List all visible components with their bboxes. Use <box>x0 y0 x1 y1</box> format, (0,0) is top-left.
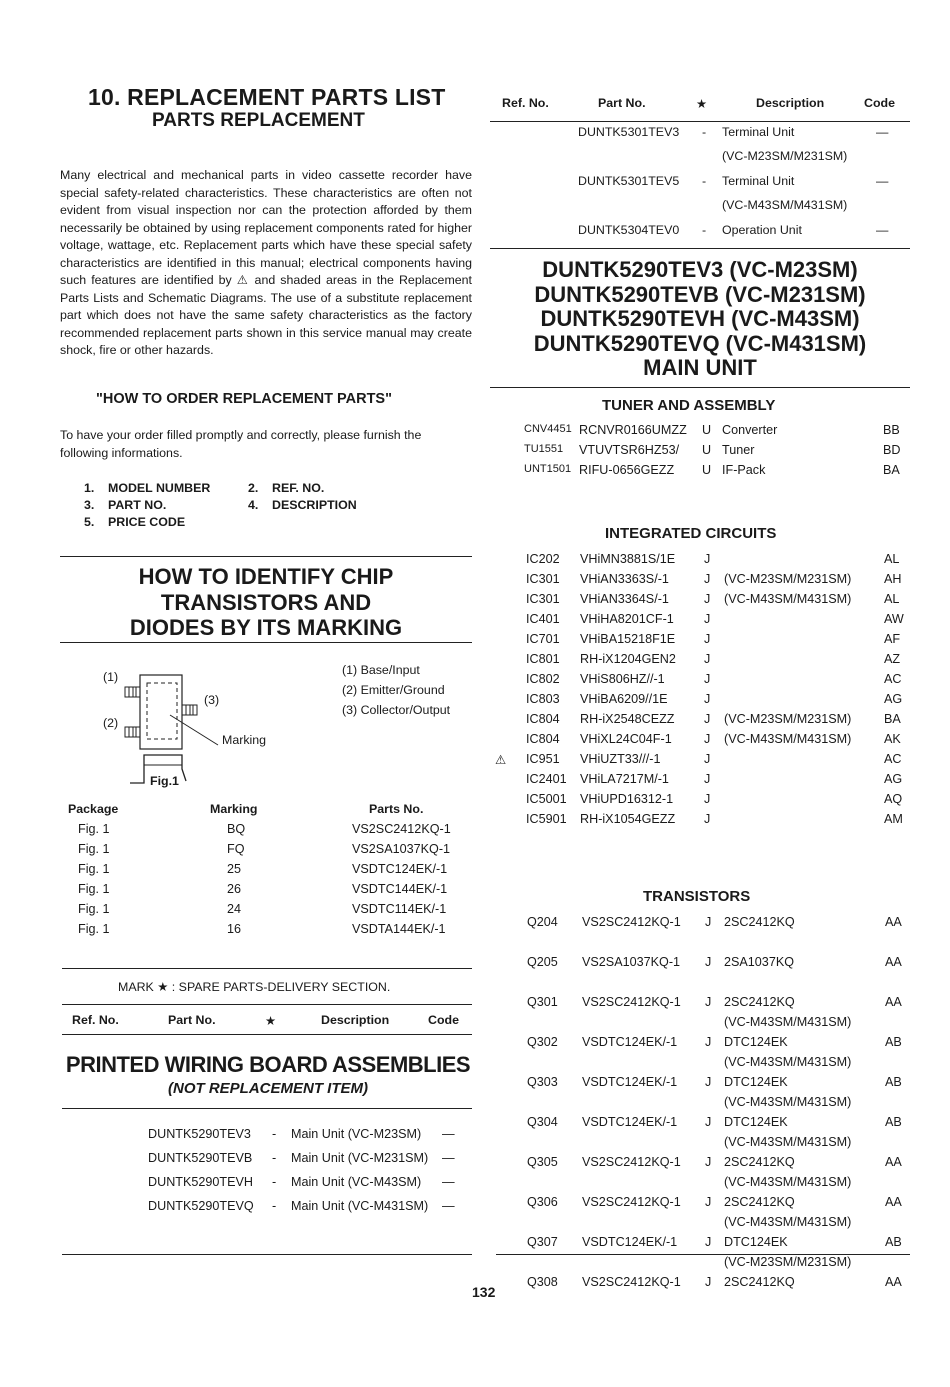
description: (VC-M43SM/M431SM) <box>724 732 852 746</box>
ic-heading: INTEGRATED CIRCUITS <box>605 525 777 542</box>
part-number: VSDTC124EK/-1 <box>582 1115 678 1129</box>
mark: J <box>704 752 711 766</box>
dash: - <box>702 223 707 237</box>
part-number: VHiUZT33///-1 <box>580 752 661 766</box>
marking-cell: 25 <box>227 862 242 876</box>
package-cell: Fig. 1 <box>78 922 110 936</box>
part-number: VHiBA15218F1E <box>580 632 676 646</box>
ref-no: IC202 <box>526 552 560 566</box>
package-cell: Fig. 1 <box>78 842 110 856</box>
price-code: AL <box>884 592 900 606</box>
transistor-heading: TRANSISTORS <box>643 888 751 905</box>
price-code: — <box>876 223 889 237</box>
price-code: AW <box>884 612 904 626</box>
ref-no: IC2401 <box>526 772 567 786</box>
description-models: (VC-M23SM/M231SM) <box>722 149 848 163</box>
price-code: BB <box>883 423 900 437</box>
ref-no: Q302 <box>527 1035 558 1049</box>
description-models: (VC-M43SM/M431SM) <box>722 198 848 212</box>
divider <box>62 1004 472 1005</box>
price-code: AA <box>885 1155 902 1169</box>
package-cell: Fig. 1 <box>78 862 110 876</box>
dash: - <box>272 1151 277 1165</box>
pin-legend: (2) Emitter/Ground <box>342 683 445 697</box>
price-code: AG <box>884 692 903 706</box>
column-header-part: Part No. <box>168 1013 216 1027</box>
ref-no: IC5901 <box>526 812 567 826</box>
price-code: AB <box>885 1235 902 1249</box>
divider <box>490 121 910 122</box>
mark: J <box>705 1235 712 1249</box>
part-number: VHiMN3881S/1E <box>580 552 676 566</box>
price-code: AH <box>884 572 902 586</box>
ref-no: TU1551 <box>524 443 564 455</box>
section-subtitle: PARTS REPLACEMENT <box>152 110 365 131</box>
description: (VC-M23SM/M231SM) <box>724 712 852 726</box>
column-header-package: Package <box>68 802 119 816</box>
chip-identify-title: HOW TO IDENTIFY CHIP TRANSISTORS AND DIODES BY ITS MARKING <box>129 564 403 640</box>
part-number: VHiLA7217M/-1 <box>580 772 669 786</box>
ref-no: Q301 <box>527 995 558 1009</box>
part-number: DUNTK5304TEV0 <box>578 223 680 237</box>
ref-no: IC401 <box>526 612 560 626</box>
parts-no-cell: VS2SA1037KQ-1 <box>352 842 451 856</box>
dash: - <box>702 174 707 188</box>
part-number: DUNTK5290TEV3 <box>148 1127 251 1141</box>
marking-label: Marking <box>222 733 267 747</box>
figure-caption: Fig.1 <box>150 774 179 788</box>
price-code: BD <box>883 443 901 457</box>
description: Terminal Unit <box>722 174 795 188</box>
divider <box>62 968 472 969</box>
description-models: (VC-M43SM/M431SM) <box>724 1055 852 1069</box>
ref-no: IC301 <box>526 592 560 606</box>
price-code: — <box>442 1151 455 1165</box>
description: (VC-M23SM/M231SM) <box>724 572 852 586</box>
order-item: 4. DESCRIPTION <box>248 498 357 512</box>
mark: J <box>704 612 711 626</box>
mark: J <box>705 1035 712 1049</box>
pwb-subtitle: (NOT REPLACEMENT ITEM) <box>168 1080 368 1097</box>
parts-no-cell: VSDTC114EK/-1 <box>352 902 447 916</box>
price-code: AB <box>885 1035 902 1049</box>
price-code: AZ <box>884 652 901 666</box>
mark: J <box>704 732 711 746</box>
part-number: VHiXL24C04F-1 <box>580 732 672 746</box>
price-code: AA <box>885 915 902 929</box>
tuner-heading: TUNER AND ASSEMBLY <box>602 397 776 414</box>
part-number: VSDTC124EK/-1 <box>582 1235 678 1249</box>
divider <box>60 556 472 557</box>
divider <box>490 387 910 388</box>
section-title: 10. REPLACEMENT PARTS LIST <box>88 84 446 110</box>
part-number: VSDTC124EK/-1 <box>582 1075 678 1089</box>
part-number: RH-iX2548CEZZ <box>580 712 675 726</box>
description: Main Unit (VC-M23SM) <box>291 1127 422 1141</box>
mark: J <box>705 1075 712 1089</box>
dash: - <box>272 1127 277 1141</box>
part-number: VS2SC2412KQ-1 <box>582 1195 681 1209</box>
part-number: VHiAN3364S/-1 <box>580 592 669 606</box>
part-number: RCNVR0166UMZZ <box>579 423 687 437</box>
part-number: VS2SA1037KQ-1 <box>582 955 681 969</box>
description: 2SC2412KQ <box>724 1275 795 1289</box>
column-header-description: Description <box>321 1013 390 1027</box>
ref-no: IC802 <box>526 672 560 686</box>
price-code: AM <box>884 812 903 826</box>
mark: J <box>705 1195 712 1209</box>
ref-no: Q305 <box>527 1155 558 1169</box>
description-models: (VC-M43SM/M431SM) <box>724 1015 852 1029</box>
ref-no: IC5001 <box>526 792 567 806</box>
part-number: DUNTK5290TEVQ <box>148 1199 254 1213</box>
mark: J <box>704 672 711 686</box>
divider <box>496 1254 910 1255</box>
page-number: 132 <box>472 1284 496 1300</box>
mark: J <box>705 1275 712 1289</box>
ref-no: IC801 <box>526 652 560 666</box>
divider <box>490 248 910 249</box>
description: 2SC2412KQ <box>724 1195 795 1209</box>
description: Main Unit (VC-M231SM) <box>291 1151 429 1165</box>
mark: J <box>704 552 711 566</box>
parts-no-cell: VSDTC144EK/-1 <box>352 882 448 896</box>
price-code: BA <box>883 463 900 477</box>
intro-paragraph: Many electrical and mechanical parts in video cassette recorder have special safety-related characteristics. These characteristics are often not evident from visual inspection nor can the protection afforded by them necessarily be obtained by using replacement components rated for higher voltage, wattage, etc. Replacement parts which have these special safety characteristics are identified in this manual; electrical components having such features are identified by ⚠ and shaded areas in the Replacement Parts Lists and Schematic Diagrams. The use of a substitute replacement part which does not have the same safety characteristics as the factory recommended replacement parts shown in this service manual may create shock, fire or other hazards. <box>60 168 472 357</box>
description-models: (VC-M43SM/M431SM) <box>724 1215 852 1229</box>
order-item: 1. MODEL NUMBER <box>84 481 211 495</box>
mark: U <box>702 463 712 477</box>
column-header-code: Code <box>864 96 895 110</box>
divider <box>62 1254 472 1255</box>
price-code: AK <box>884 732 901 746</box>
part-number: DUNTK5301TEV3 <box>578 125 680 139</box>
column-header-ref: Ref. No. <box>502 96 549 110</box>
pin-3-label: (3) <box>204 693 220 707</box>
divider <box>60 642 472 643</box>
star-icon: ★ <box>265 1014 277 1028</box>
description: Tuner <box>722 443 755 457</box>
part-number: VHiS806HZ//-1 <box>580 672 665 686</box>
description: DTC124EK <box>724 1075 788 1089</box>
mark: J <box>704 772 711 786</box>
price-code: — <box>442 1175 455 1189</box>
description: 2SC2412KQ <box>724 995 795 1009</box>
package-cell: Fig. 1 <box>78 882 110 896</box>
description: 2SA1037KQ <box>724 955 795 969</box>
description: DTC124EK <box>724 1035 788 1049</box>
price-code: AA <box>885 955 902 969</box>
description: 2SC2412KQ <box>724 1155 795 1169</box>
marking-cell: 26 <box>227 882 242 896</box>
package-cell: Fig. 1 <box>78 822 110 836</box>
price-code: AC <box>884 752 902 766</box>
dash: - <box>272 1199 277 1213</box>
price-code: — <box>876 174 889 188</box>
pwb-title: PRINTED WIRING BOARD ASSEMBLIES <box>65 1052 471 1077</box>
mark: J <box>704 652 711 666</box>
ref-no: Q204 <box>527 915 558 929</box>
column-header-part: Part No. <box>598 96 646 110</box>
safety-warning-icon: ⚠ <box>495 753 507 767</box>
part-number: VHiAN3363S/-1 <box>580 572 669 586</box>
price-code: — <box>442 1199 455 1213</box>
description: Main Unit (VC-M431SM) <box>291 1199 429 1213</box>
mark: J <box>705 955 712 969</box>
column-header-code: Code <box>428 1013 459 1027</box>
parts-no-cell: VSDTA144EK/-1 <box>352 922 446 936</box>
mark: J <box>705 1155 712 1169</box>
ref-no: UNT1501 <box>524 463 572 475</box>
part-number: RH-iX1054GEZZ <box>580 812 676 826</box>
ref-no: IC951 <box>526 752 560 766</box>
mark: J <box>704 812 711 826</box>
order-item: 3. PART NO. <box>84 498 167 512</box>
ref-no: Q304 <box>527 1115 558 1129</box>
order-item: 5. PRICE CODE <box>84 515 186 529</box>
ref-no: Q307 <box>527 1235 558 1249</box>
parts-no-cell: VS2SC2412KQ-1 <box>352 822 451 836</box>
mark: J <box>705 915 712 929</box>
main-unit-title: DUNTK5290TEV3 (VC-M23SM) DUNTK5290TEVB (VC-M231SM) DUNTK5290TEVH (VC-M43SM) DUNTK5290TEVQ (VC-M431SM) MAIN UNIT <box>533 257 867 381</box>
mark: J <box>704 792 711 806</box>
ref-no: IC803 <box>526 692 560 706</box>
price-code: AA <box>885 1275 902 1289</box>
order-instructions: To have your order filled promptly and correctly, please furnish the following informations. <box>60 428 422 460</box>
description: DTC124EK <box>724 1235 788 1249</box>
dash: - <box>702 125 707 139</box>
pin-legend: (3) Collector/Output <box>342 703 451 717</box>
description: Converter <box>722 423 778 437</box>
mark: J <box>705 995 712 1009</box>
ref-no: IC301 <box>526 572 560 586</box>
description-models: (VC-M43SM/M431SM) <box>724 1175 852 1189</box>
price-code: AB <box>885 1075 902 1089</box>
package-cell: Fig. 1 <box>78 902 110 916</box>
how-to-order-heading: "HOW TO ORDER REPLACEMENT PARTS" <box>96 391 392 407</box>
description-models: (VC-M43SM/M431SM) <box>724 1135 852 1149</box>
ref-no: IC804 <box>526 712 560 726</box>
part-number: VTUVTSR6HZ53/ <box>579 443 680 457</box>
price-code: — <box>442 1127 455 1141</box>
parts-no-cell: VSDTC124EK/-1 <box>352 862 448 876</box>
price-code: AA <box>885 995 902 1009</box>
part-number: VSDTC124EK/-1 <box>582 1035 678 1049</box>
price-code: AC <box>884 672 902 686</box>
description: (VC-M43SM/M431SM) <box>724 592 852 606</box>
price-code: AA <box>885 1195 902 1209</box>
description-models: (VC-M23SM/M231SM) <box>724 1255 852 1269</box>
part-number: VHiUPD16312-1 <box>580 792 674 806</box>
description: 2SC2412KQ <box>724 915 795 929</box>
ref-no: Q308 <box>527 1275 558 1289</box>
ref-no: Q205 <box>527 955 558 969</box>
star-icon: ★ <box>696 97 708 111</box>
part-number: DUNTK5290TEVH <box>148 1175 253 1189</box>
column-header-description: Description <box>756 96 825 110</box>
price-code: AF <box>884 632 901 646</box>
mark: J <box>704 692 711 706</box>
divider <box>62 1034 472 1035</box>
price-code: BA <box>884 712 901 726</box>
mark: J <box>705 1115 712 1129</box>
description: DTC124EK <box>724 1115 788 1129</box>
part-number: VS2SC2412KQ-1 <box>582 915 681 929</box>
price-code: — <box>876 125 889 139</box>
part-number: VS2SC2412KQ-1 <box>582 1275 681 1289</box>
column-header-parts-no: Parts No. <box>369 802 424 816</box>
ref-no: Q306 <box>527 1195 558 1209</box>
mark: J <box>704 592 711 606</box>
part-number: VS2SC2412KQ-1 <box>582 995 681 1009</box>
mark: U <box>702 423 712 437</box>
dash: - <box>272 1175 277 1189</box>
part-number: RIFU-0656GEZZ <box>579 463 675 477</box>
marking-cell: 16 <box>227 922 242 936</box>
mark-note: MARK ★ : SPARE PARTS-DELIVERY SECTION. <box>118 980 391 994</box>
marking-cell: FQ <box>227 842 245 856</box>
mark: J <box>704 572 711 586</box>
pin-2-label: (2) <box>103 716 119 730</box>
description: IF-Pack <box>722 463 766 477</box>
divider <box>62 1108 472 1109</box>
description-models: (VC-M43SM/M431SM) <box>724 1095 852 1109</box>
pin-1-label: (1) <box>103 670 119 684</box>
order-item: 2. REF. NO. <box>248 481 325 495</box>
part-number: VHiBA6209//1E <box>580 692 668 706</box>
mark: J <box>704 712 711 726</box>
part-number: DUNTK5290TEVB <box>148 1151 253 1165</box>
ref-no: IC804 <box>526 732 560 746</box>
column-header-ref: Ref. No. <box>72 1013 119 1027</box>
price-code: AL <box>884 552 900 566</box>
description: Operation Unit <box>722 223 802 237</box>
description: Terminal Unit <box>722 125 795 139</box>
column-header-marking: Marking <box>210 802 258 816</box>
ref-no: Q303 <box>527 1075 558 1089</box>
mark: J <box>704 632 711 646</box>
ref-no: CNV4451 <box>524 423 572 435</box>
pin-legend: (1) Base/Input <box>342 663 420 677</box>
marking-cell: 24 <box>227 902 242 916</box>
part-number: VS2SC2412KQ-1 <box>582 1155 681 1169</box>
description: Main Unit (VC-M43SM) <box>291 1175 422 1189</box>
mark: U <box>702 443 712 457</box>
marking-cell: BQ <box>227 822 246 836</box>
part-number: DUNTK5301TEV5 <box>578 174 680 188</box>
price-code: AB <box>885 1115 902 1129</box>
part-number: RH-iX1204GEN2 <box>580 652 676 666</box>
price-code: AG <box>884 772 903 786</box>
ref-no: IC701 <box>526 632 560 646</box>
price-code: AQ <box>884 792 903 806</box>
part-number: VHiHA8201CF-1 <box>580 612 674 626</box>
